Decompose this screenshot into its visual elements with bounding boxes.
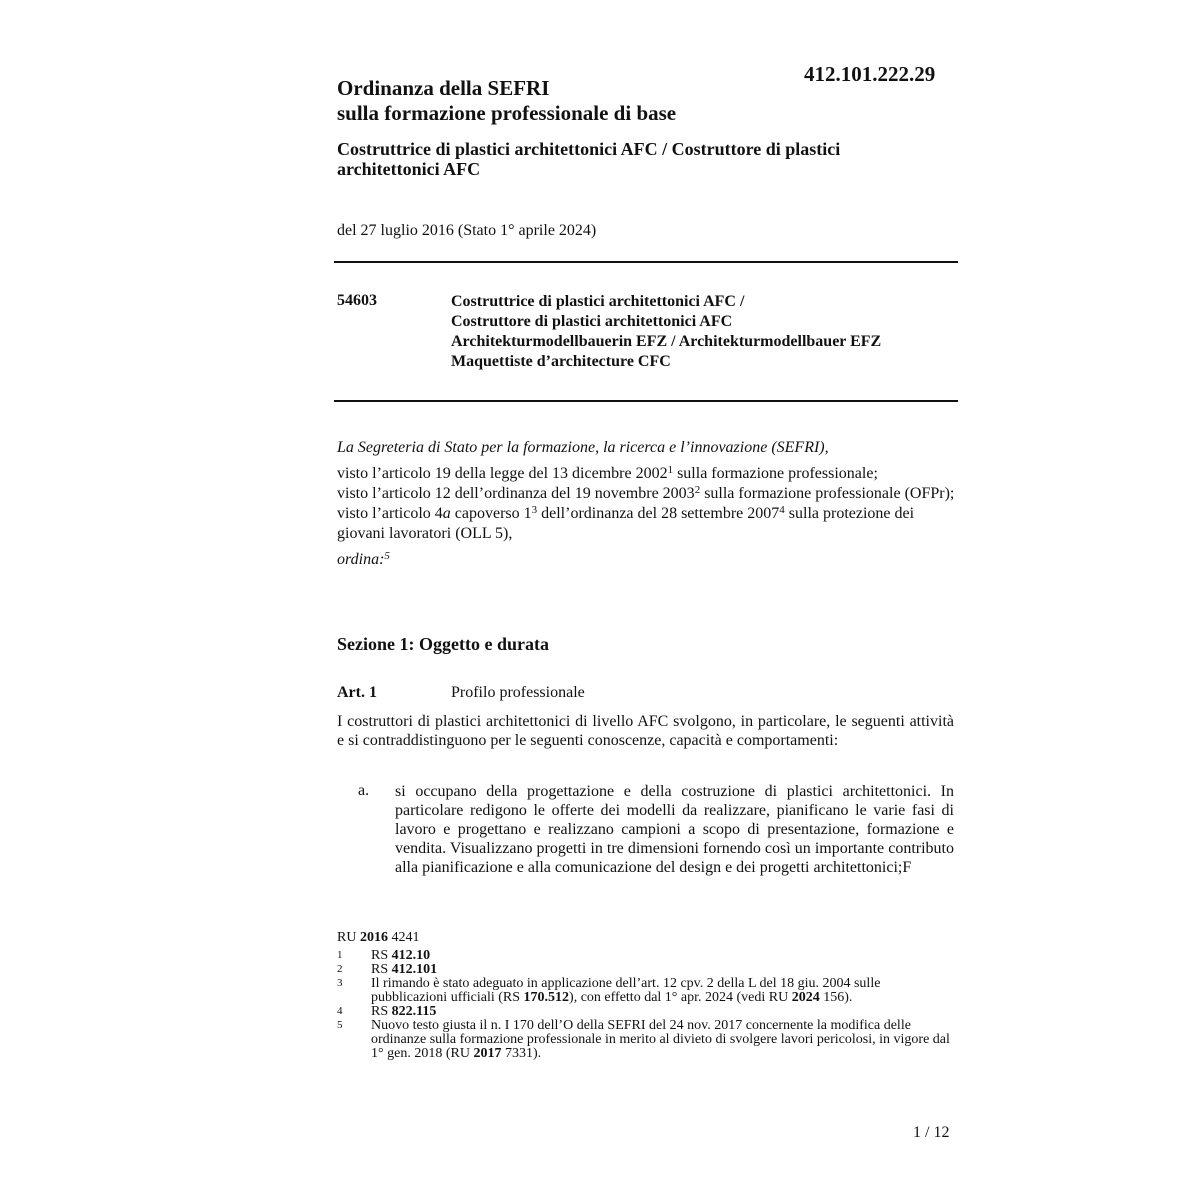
footnote-2: 2 RS 412.101 — [337, 962, 438, 977]
bottom-divider — [334, 400, 958, 402]
section-title: Sezione 1: Oggetto e durata — [337, 634, 549, 654]
footnote-ref-4[interactable]: 4 — [779, 504, 785, 516]
footnote-3: 3 Il rimando è stato adeguato in applicazione dell’art. 12 cpv. 2 della L del 18 giu. 2004 sulle pubblicazioni ufficiali (RS 170.512), con effetto dal 1° apr. 2024 (vedi RU 2024 156). — [337, 976, 881, 1005]
sr-number: 412.101.222.29 — [804, 62, 936, 86]
profession-name-3: Architekturmodellbauerin EFZ / Architekturmodellbauer EFZ — [451, 333, 882, 350]
article-body: I costruttori di plastici architettonici di livello AFC svolgono, in particolare, le seguenti attività e si contraddistinguono per le seguenti conoscenze, capacità e comportamenti: — [337, 713, 954, 749]
profession-name-4: Maquettiste d’architecture CFC — [451, 353, 671, 370]
profession-name-1: Costruttrice di plastici architettonici AFC / — [451, 293, 745, 310]
page-number: 1 / 12 — [913, 1124, 950, 1141]
preamble-line-2: visto l’articolo 12 dell’ordinanza del 19 novembre 2003$^2$ sulla formazione professionale (OFPr); — [337, 484, 955, 502]
footnote-5: 5 Nuovo testo giusta il n. I 170 dell’O della SEFRI del 24 nov. 2017 concernente la modifica delle ordinanze sulla formazione professionale in merito al divieto di svolgere lavori pericolosi, in vigore dal 1° gen. 2018 (RU 2017 7331). — [337, 1018, 950, 1061]
profession-name-2: Costruttore di plastici architettonici AFC — [451, 313, 733, 330]
title-line-1: Ordinanza della SEFRI — [337, 76, 550, 100]
preamble-authority: La Segreteria di Stato per la formazione, la ricerca e l’innovazione (SEFRI), — [337, 439, 829, 456]
list-item-letter: a. — [358, 782, 370, 799]
profession-names — [451, 292, 881, 372]
document-title — [337, 76, 676, 126]
footnote-ref-3[interactable]: 3 — [531, 504, 538, 516]
footnotes — [337, 949, 954, 1061]
top-divider — [334, 261, 958, 263]
article-number: Art. 1 — [337, 684, 377, 701]
footnote-ref-1[interactable]: 1 — [667, 464, 674, 476]
footnote-1: 1 RS 412.10 — [337, 948, 431, 963]
list-item-text: si occupano della progettazione e della costruzione di plastici architettonici. In particolare redigono le offerte dei modelli da realizzare, pianificano le varie fasi di lavoro e progettano e realizzano campioni a scopo di presentazione, formazione e vendita. Visualizzano progetti in tre dimensioni fornendo così un importante contributo alla pianificazione e alla comunicazione del design e dei progetti architettonici;F — [395, 783, 954, 876]
footnote-ref-5[interactable]: 5 — [384, 550, 390, 562]
preamble — [337, 438, 957, 570]
title-line-2: sulla formazione professionale di base — [337, 101, 677, 125]
article-title: Profilo professionale — [451, 684, 585, 701]
preamble-line-3: visto l’articolo 4a capoverso $1^3$ dell’ordinanza del 28 settembre 2007$^4$ sulla protezione dei giovani lavoratori (OLL 5), — [337, 504, 915, 542]
document-date: del 27 luglio 2016 (Stato 1° aprile 2024) — [337, 222, 597, 239]
footnote-4: 4 RS 822.115 — [337, 1004, 437, 1019]
preamble-ordina: ordina:$^5$ — [337, 550, 390, 568]
preamble-line-1: visto l’articolo 19 della legge del 13 dicembre 2002$^1$ sulla formazione professionale; — [337, 464, 878, 482]
footnote-ref-2[interactable]: 2 — [694, 484, 701, 496]
ru-reference: RU 2016 4241 — [337, 930, 420, 945]
document-subtitle: Costruttrice di plastici architettonici AFC / Costruttore di plastici architettonici AFC — [337, 139, 841, 179]
profession-code: 54603 — [337, 292, 377, 309]
